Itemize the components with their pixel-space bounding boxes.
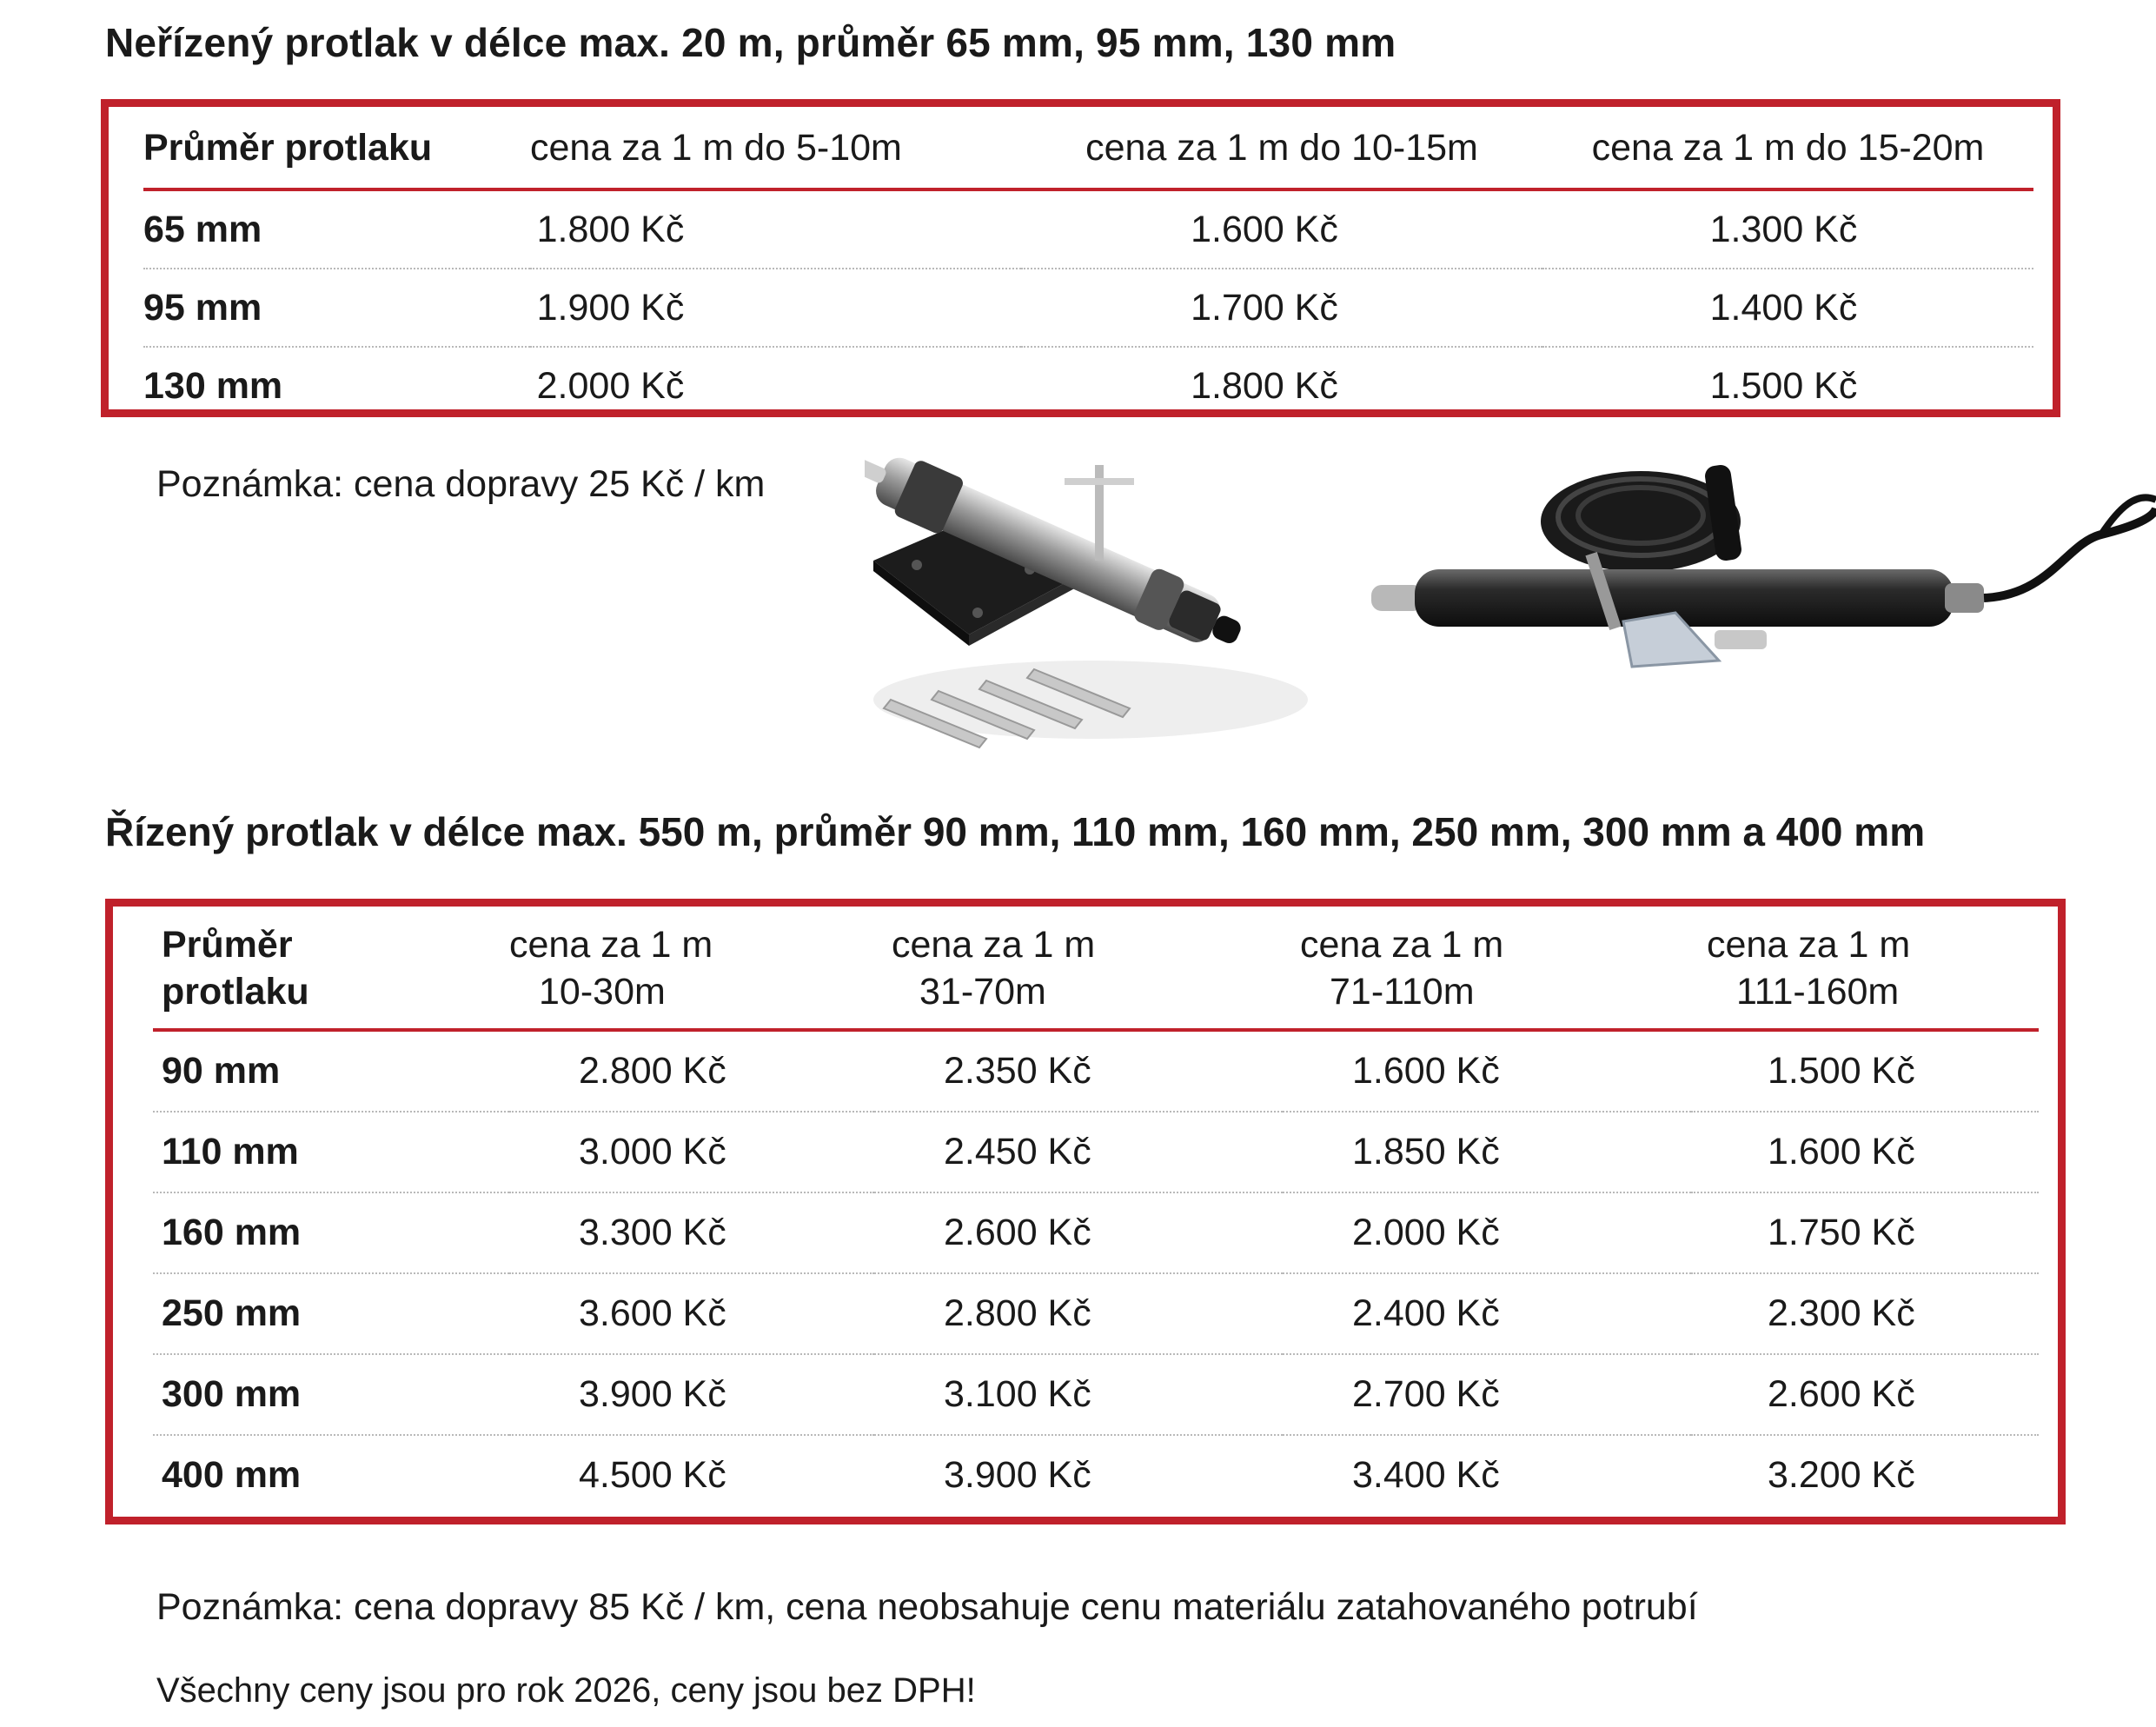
price-cell: 1.600 Kč: [1283, 1030, 1691, 1112]
row-label: 400 mm: [162, 1454, 302, 1496]
header-price-10-15: cena za 1 m do 10-15m: [1021, 109, 1542, 189]
header-price-111-160: [1691, 908, 2039, 1030]
price-cell: 3.100 Kč: [874, 1354, 1283, 1435]
header-line1: cena za 1 m: [509, 924, 713, 966]
section2-title: Řízený protlak v délce max. 550 m, průměr 90 mm, 110 mm, 160 mm, 250 mm, 300 mm a 400 mm: [105, 809, 1926, 854]
price-cell: 1.800 Kč: [530, 189, 1021, 269]
price-cell: 2.800 Kč: [874, 1273, 1283, 1354]
price-table-unguided-frame: [101, 99, 2060, 417]
price-cell: 1.800 Kč: [1191, 364, 1338, 407]
header-diameter: Průměr protlaku: [143, 109, 530, 189]
header-price-15-20: cena za 1 m do 15-20m: [1542, 109, 2033, 189]
header-line1: Průměr: [162, 924, 293, 966]
price-cell: 2.600 Kč: [1691, 1354, 2039, 1435]
row-label: 130 mm: [143, 364, 283, 407]
row-label: 95 mm: [143, 269, 530, 347]
header-line2: protlaku: [162, 971, 309, 1013]
price-cell: 1.700 Kč: [1021, 269, 1542, 347]
header-line2: 31-70m: [919, 971, 1046, 1013]
price-cell: 1.600 Kč: [1021, 189, 1542, 269]
header-price-5-10: cena za 1 m do 5-10m: [530, 109, 1021, 189]
transport-note-unguided: Poznámka: cena dopravy 25 Kč / km: [156, 463, 766, 505]
price-cell: 1.500 Kč: [1691, 1030, 2039, 1112]
table-row: [153, 1192, 2039, 1273]
price-cell: 2.800 Kč: [509, 1030, 874, 1112]
header-price-10-30: [509, 908, 874, 1030]
price-cell: 4.500 Kč: [579, 1454, 726, 1496]
table-row: [153, 1435, 2039, 1515]
transport-note-guided: Poznámka: cena dopravy 85 Kč / km, cena neobsahuje cenu materiálu zatahovaného potrubí: [156, 1586, 1698, 1628]
price-cell: 2.300 Kč: [1691, 1273, 2039, 1354]
table-row: [153, 1030, 2039, 1112]
header-line1: cena za 1 m: [892, 924, 1096, 966]
pneumatic-piercing-tool-image: [865, 439, 1325, 769]
price-cell: 2.000 Kč: [536, 364, 685, 407]
vat-footer-note: Všechny ceny jsou pro rok 2026, ceny jsou bez DPH!: [156, 1671, 976, 1710]
header-price-71-110: [1283, 908, 1691, 1030]
price-cell: 3.400 Kč: [1352, 1454, 1500, 1496]
table-row: [143, 269, 2033, 347]
price-table-unguided: [143, 109, 2033, 424]
header-line1: cena za 1 m: [1300, 924, 1504, 966]
table-row: [153, 1354, 2039, 1435]
header-price-31-70: [874, 908, 1283, 1030]
price-cell: 1.600 Kč: [1691, 1112, 2039, 1192]
row-label: 90 mm: [153, 1030, 509, 1112]
price-cell: 3.200 Kč: [1768, 1454, 1915, 1496]
row-label: 110 mm: [153, 1112, 509, 1192]
header-diameter: [153, 908, 509, 1030]
row-label: 65 mm: [143, 189, 530, 269]
price-cell: 3.600 Kč: [509, 1273, 874, 1354]
price-cell: 2.700 Kč: [1283, 1354, 1691, 1435]
table-header-row: [153, 908, 2039, 1030]
price-cell: 2.000 Kč: [1283, 1192, 1691, 1273]
price-table-guided: [153, 908, 2039, 1515]
price-cell: 3.000 Kč: [509, 1112, 874, 1192]
price-cell: 2.450 Kč: [874, 1112, 1283, 1192]
header-line2: 10-30m: [539, 971, 666, 1013]
row-label: 250 mm: [153, 1273, 509, 1354]
price-cell: 1.750 Kč: [1691, 1192, 2039, 1273]
price-cell: 3.300 Kč: [509, 1192, 874, 1273]
price-cell: 3.900 Kč: [944, 1454, 1091, 1496]
table-row: [153, 1273, 2039, 1354]
price-cell: 1.300 Kč: [1542, 189, 2033, 269]
header-line2: 111-160m: [1736, 971, 1900, 1013]
table-row: [143, 189, 2033, 269]
hydraulic-hose-tool-image: [1371, 439, 2156, 678]
section1-title: Neřízený protlak v délce max. 20 m, průměr 65 mm, 95 mm, 130 mm: [105, 20, 1396, 65]
price-cell: 2.350 Kč: [874, 1030, 1283, 1112]
price-cell: 3.900 Kč: [509, 1354, 874, 1435]
price-cell: 2.600 Kč: [874, 1192, 1283, 1273]
header-line1: cena za 1 m: [1707, 924, 1911, 966]
row-label: 160 mm: [153, 1192, 509, 1273]
price-table-guided-frame: [105, 899, 2066, 1524]
table-row: [143, 347, 2033, 424]
price-cell: 1.500 Kč: [1709, 364, 1858, 407]
price-cell: 2.400 Kč: [1283, 1273, 1691, 1354]
price-cell: 1.900 Kč: [530, 269, 1021, 347]
table-row: [153, 1112, 2039, 1192]
price-cell: 1.850 Kč: [1283, 1112, 1691, 1192]
header-line2: 71-110m: [1330, 971, 1475, 1013]
row-label: 300 mm: [153, 1354, 509, 1435]
table-header-row: [143, 109, 2033, 189]
price-cell: 1.400 Kč: [1542, 269, 2033, 347]
